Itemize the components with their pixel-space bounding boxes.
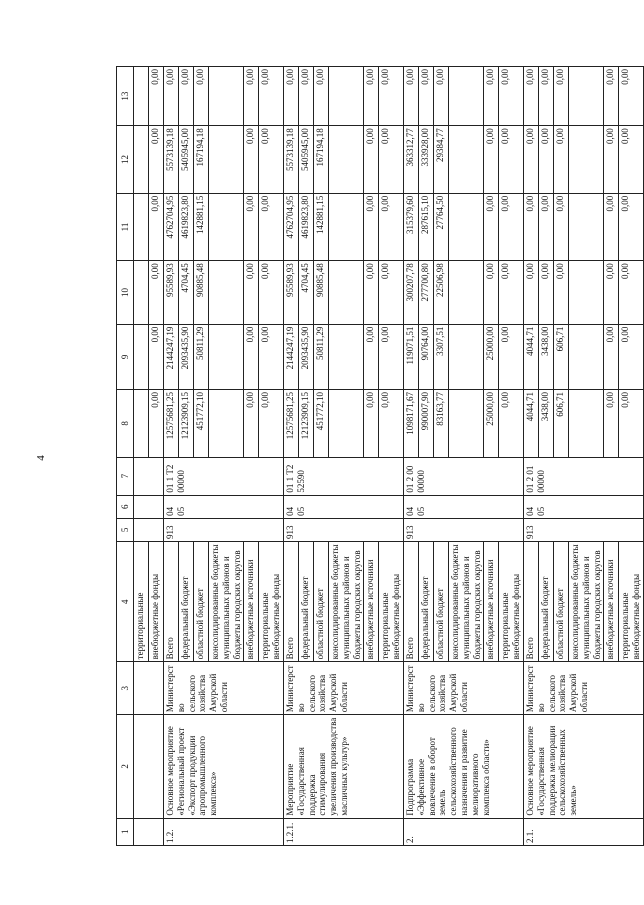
- amount-col-11: 0,00: [619, 193, 644, 261]
- amount-col-12: [328, 126, 363, 194]
- amount-col-13: 0,00: [403, 67, 418, 126]
- amount-col-12: [134, 126, 149, 194]
- budget-code-7: 01 1 Т2 00000: [164, 457, 284, 495]
- funding-source: федеральный бюджет: [179, 542, 194, 662]
- amount-col-10: 4704,45: [298, 261, 313, 324]
- amount-col-8: 12123909,15: [179, 390, 194, 458]
- amount-col-11: 315379,60: [403, 193, 418, 261]
- amount-col-10: 22506,98: [433, 261, 448, 324]
- amount-col-13: 0,00: [604, 67, 619, 126]
- item-number: 2.: [403, 818, 523, 845]
- amount-col-10: [568, 261, 603, 324]
- column-number-1: 1: [117, 818, 134, 845]
- amount-col-10: 95589,93: [283, 261, 298, 324]
- amount-col-12: 0,00: [619, 126, 644, 194]
- amount-col-9: 3307,51: [433, 324, 448, 389]
- amount-col-11: 4619823,80: [298, 193, 313, 261]
- amount-col-10: 0,00: [244, 261, 259, 324]
- amount-col-9: 25000,00: [484, 324, 499, 389]
- amount-col-10: [134, 261, 149, 324]
- amount-col-8: 12575681,25: [164, 390, 179, 458]
- amount-col-12: 0,00: [259, 126, 284, 194]
- item-name: [134, 715, 164, 818]
- table-body: [134, 67, 644, 846]
- amount-col-12: 333928,00: [418, 126, 433, 194]
- funding-source: Всего: [403, 542, 418, 662]
- column-number-row: [117, 67, 134, 846]
- amount-col-12: 29384,77: [433, 126, 448, 194]
- amount-col-12: 5573139,18: [164, 126, 179, 194]
- item-name: Основное мероприятие «Государственная поддержка мелиорации сельскохозяйственных земель»: [523, 715, 643, 818]
- funding-source: федеральный бюджет: [298, 542, 313, 662]
- amount-col-12: 0,00: [538, 126, 553, 194]
- amount-col-12: [209, 126, 244, 194]
- amount-col-10: 0,00: [259, 261, 284, 324]
- amount-col-8: 606,71: [553, 390, 568, 458]
- amount-col-8: [209, 390, 244, 458]
- funding-source: консолидированные бюджеты муниципальных районов и бюджеты городских округов: [328, 542, 363, 662]
- budget-code-6: 04 05: [523, 495, 643, 518]
- funding-source: областной бюджет: [433, 542, 448, 662]
- amount-col-10: 4704,45: [179, 261, 194, 324]
- amount-col-9: 0,00: [604, 324, 619, 389]
- funding-source: федеральный бюджет: [538, 542, 553, 662]
- item-number: 1.2.1.: [283, 818, 403, 845]
- budget-code-5: 913: [164, 518, 284, 541]
- amount-col-9: 0,00: [379, 324, 404, 389]
- amount-col-10: [448, 261, 483, 324]
- amount-col-10: 0,00: [553, 261, 568, 324]
- executor: Министерство сельского хозяйства Амурской области: [523, 662, 643, 715]
- budget-code-5: 913: [523, 518, 643, 541]
- amount-col-12: 0,00: [499, 126, 524, 194]
- amount-col-13: 0,00: [179, 67, 194, 126]
- item-name: Основное мероприятие «Региональный проект «Экспорт продукции агропромышленного комплекса»: [164, 715, 284, 818]
- amount-col-9: 0,00: [619, 324, 644, 389]
- amount-col-12: 5405945,00: [298, 126, 313, 194]
- amount-col-13: 0,00: [244, 67, 259, 126]
- amount-col-9: 0,00: [259, 324, 284, 389]
- executor: Министерство сельского хозяйства Амурской области: [164, 662, 284, 715]
- budget-code-7: 01 1 Т2 52590: [283, 457, 403, 495]
- funding-source: Всего: [164, 542, 179, 662]
- column-number-9: 9: [117, 324, 134, 389]
- amount-col-11: 0,00: [553, 193, 568, 261]
- amount-col-11: 142881,15: [313, 193, 328, 261]
- amount-col-8: 12575681,25: [283, 390, 298, 458]
- amount-col-11: 142881,15: [194, 193, 209, 261]
- amount-col-11: 0,00: [523, 193, 538, 261]
- amount-col-10: 0,00: [538, 261, 553, 324]
- amount-col-12: 0,00: [484, 126, 499, 194]
- amount-col-11: [448, 193, 483, 261]
- funding-source: территориальные внебюджетные фонды: [499, 542, 524, 662]
- amount-col-10: 0,00: [523, 261, 538, 324]
- amount-col-10: 0,00: [619, 261, 644, 324]
- amount-col-11: 0,00: [379, 193, 404, 261]
- budget-code-6: 04 05: [283, 495, 403, 518]
- column-number-13: 13: [117, 67, 134, 126]
- amount-col-9: 90764,00: [418, 324, 433, 389]
- amount-col-8: 0,00: [149, 390, 164, 458]
- funding-source: консолидированные бюджеты муниципальных районов и бюджеты городских округов: [209, 542, 244, 662]
- funding-source: областной бюджет: [194, 542, 209, 662]
- amount-col-12: 0,00: [523, 126, 538, 194]
- amount-col-8: 0,00: [259, 390, 284, 458]
- amount-col-8: [328, 390, 363, 458]
- budget-table: [116, 66, 644, 846]
- amount-col-12: 0,00: [149, 126, 164, 194]
- amount-col-12: 5405945,00: [179, 126, 194, 194]
- amount-col-13: 0,00: [259, 67, 284, 126]
- amount-col-13: 0,00: [283, 67, 298, 126]
- amount-col-8: [134, 390, 149, 458]
- funding-source: Всего: [283, 542, 298, 662]
- amount-col-10: 90885,48: [313, 261, 328, 324]
- amount-col-12: 363312,77: [403, 126, 418, 194]
- amount-col-9: 0,00: [244, 324, 259, 389]
- amount-col-12: 0,00: [604, 126, 619, 194]
- funding-source: внебюджетные источники: [244, 542, 259, 662]
- column-number-6: 6: [117, 495, 134, 518]
- amount-col-11: [568, 193, 603, 261]
- executor: Министерство сельского хозяйства Амурской области: [283, 662, 403, 715]
- amount-col-12: 0,00: [379, 126, 404, 194]
- amount-col-10: 277700,80: [418, 261, 433, 324]
- executor: [134, 662, 164, 715]
- amount-col-8: 990007,90: [418, 390, 433, 458]
- item-name: Мероприятие «Государственная поддержка стимулирования увеличения производства масличных культур»: [283, 715, 403, 818]
- table-row: [134, 67, 149, 846]
- amount-col-13: 0,00: [484, 67, 499, 126]
- item-number: [134, 818, 164, 845]
- budget-code-5: [134, 518, 164, 541]
- amount-col-10: 0,00: [499, 261, 524, 324]
- funding-source: областной бюджет: [553, 542, 568, 662]
- amount-col-13: 0,00: [164, 67, 179, 126]
- amount-col-13: 0,00: [379, 67, 404, 126]
- amount-col-10: 90885,48: [194, 261, 209, 324]
- amount-col-11: 0,00: [604, 193, 619, 261]
- budget-code-5: 913: [283, 518, 403, 541]
- funding-source: внебюджетные фонды: [149, 542, 164, 662]
- amount-col-12: 0,00: [364, 126, 379, 194]
- amount-col-8: 12123909,15: [298, 390, 313, 458]
- table-row: [164, 67, 179, 846]
- amount-col-9: [134, 324, 149, 389]
- amount-col-12: 167194,18: [194, 126, 209, 194]
- page-number: 4: [34, 455, 47, 461]
- amount-col-8: 1098171,67: [403, 390, 418, 458]
- amount-col-9: 50811,29: [194, 324, 209, 389]
- column-number-3: 3: [117, 662, 134, 715]
- column-number-7: 7: [117, 457, 134, 495]
- amount-col-13: 0,00: [418, 67, 433, 126]
- column-number-11: 11: [117, 193, 134, 261]
- amount-col-13: 0,00: [538, 67, 553, 126]
- funding-source: территориальные внебюджетные фонды: [379, 542, 404, 662]
- amount-col-10: [328, 261, 363, 324]
- amount-col-10: [209, 261, 244, 324]
- amount-col-8: 0,00: [499, 390, 524, 458]
- amount-col-13: [448, 67, 483, 126]
- amount-col-11: 4619823,80: [179, 193, 194, 261]
- budget-code-6: 04 05: [403, 495, 523, 518]
- amount-col-12: 167194,18: [313, 126, 328, 194]
- amount-col-10: 0,00: [364, 261, 379, 324]
- table-row: [523, 67, 538, 846]
- amount-col-8: [568, 390, 603, 458]
- column-number-4: 4: [117, 542, 134, 662]
- amount-col-13: 0,00: [499, 67, 524, 126]
- amount-col-10: 300207,78: [403, 261, 418, 324]
- amount-col-9: 0,00: [364, 324, 379, 389]
- amount-col-8: 0,00: [364, 390, 379, 458]
- amount-col-8: 0,00: [379, 390, 404, 458]
- column-number-12: 12: [117, 126, 134, 194]
- amount-col-11: 0,00: [538, 193, 553, 261]
- funding-source: федеральный бюджет: [418, 542, 433, 662]
- amount-col-13: [328, 67, 363, 126]
- amount-col-9: [568, 324, 603, 389]
- amount-col-12: 5573139,18: [283, 126, 298, 194]
- funding-source: территориальные внебюджетные фонды: [619, 542, 644, 662]
- column-number-10: 10: [117, 261, 134, 324]
- budget-code-7: 01 2 00 00000: [403, 457, 523, 495]
- amount-col-12: 0,00: [553, 126, 568, 194]
- amount-col-11: 4762704,95: [164, 193, 179, 261]
- column-number-5: 5: [117, 518, 134, 541]
- amount-col-9: 4044,71: [523, 324, 538, 389]
- column-number-8: 8: [117, 390, 134, 458]
- item-name: Подпрограмма «Эффективное вовлечение в оборот земель сельскохозяйственного назначения и развитие мелиоративного комплекса области»: [403, 715, 523, 818]
- amount-col-9: [448, 324, 483, 389]
- budget-code-6: 04 05: [164, 495, 284, 518]
- amount-col-11: 0,00: [499, 193, 524, 261]
- amount-col-12: 0,00: [244, 126, 259, 194]
- amount-col-10: 0,00: [149, 261, 164, 324]
- amount-col-10: 95589,93: [164, 261, 179, 324]
- amount-col-9: 606,71: [553, 324, 568, 389]
- item-number: 2.1.: [523, 818, 643, 845]
- amount-col-13: 0,00: [619, 67, 644, 126]
- amount-col-13: [209, 67, 244, 126]
- amount-col-9: 2144247,19: [164, 324, 179, 389]
- amount-col-11: 0,00: [149, 193, 164, 261]
- amount-col-9: 3438,00: [538, 324, 553, 389]
- amount-col-9: 2144247,19: [283, 324, 298, 389]
- table-row: [403, 67, 418, 846]
- amount-col-12: [568, 126, 603, 194]
- amount-col-8: 0,00: [604, 390, 619, 458]
- amount-col-8: 451772,10: [194, 390, 209, 458]
- amount-col-12: [448, 126, 483, 194]
- amount-col-13: [134, 67, 149, 126]
- budget-table-sheet: [116, 66, 640, 846]
- funding-source: Всего: [523, 542, 538, 662]
- funding-source: территориальные внебюджетные фонды: [259, 542, 284, 662]
- amount-col-8: 4044,71: [523, 390, 538, 458]
- funding-source: внебюджетные источники: [484, 542, 499, 662]
- amount-col-9: 50811,29: [313, 324, 328, 389]
- amount-col-8: 0,00: [619, 390, 644, 458]
- amount-col-8: [448, 390, 483, 458]
- amount-col-8: 0,00: [244, 390, 259, 458]
- amount-col-11: 4762704,95: [283, 193, 298, 261]
- amount-col-11: [328, 193, 363, 261]
- amount-col-13: 0,00: [194, 67, 209, 126]
- amount-col-11: 0,00: [484, 193, 499, 261]
- funding-source: внебюджетные источники: [604, 542, 619, 662]
- amount-col-11: [209, 193, 244, 261]
- amount-col-10: 0,00: [484, 261, 499, 324]
- amount-col-8: 3438,00: [538, 390, 553, 458]
- amount-col-13: 0,00: [553, 67, 568, 126]
- column-number-2: 2: [117, 715, 134, 818]
- amount-col-8: 451772,10: [313, 390, 328, 458]
- executor: Министерство сельского хозяйства Амурской области: [403, 662, 523, 715]
- amount-col-8: 83163,77: [433, 390, 448, 458]
- amount-col-13: 0,00: [364, 67, 379, 126]
- budget-code-7: 01 2 01 00000: [523, 457, 643, 495]
- amount-col-9: [328, 324, 363, 389]
- amount-col-9: [209, 324, 244, 389]
- item-number: 1.2.: [164, 818, 284, 845]
- funding-source: консолидированные бюджеты муниципальных районов и бюджеты городских округов: [568, 542, 603, 662]
- amount-col-13: 0,00: [149, 67, 164, 126]
- amount-col-10: 0,00: [379, 261, 404, 324]
- amount-col-13: 0,00: [523, 67, 538, 126]
- amount-col-8: 25000,00: [484, 390, 499, 458]
- budget-code-5: 913: [403, 518, 523, 541]
- funding-source: территориальные: [134, 542, 149, 662]
- amount-col-9: 2093435,90: [298, 324, 313, 389]
- budget-code-6: [134, 495, 164, 518]
- amount-col-13: 0,00: [433, 67, 448, 126]
- amount-col-11: 0,00: [364, 193, 379, 261]
- funding-source: областной бюджет: [313, 542, 328, 662]
- amount-col-13: 0,00: [298, 67, 313, 126]
- amount-col-11: 287615,10: [418, 193, 433, 261]
- budget-code-7: [134, 457, 164, 495]
- amount-col-9: 0,00: [499, 324, 524, 389]
- amount-col-9: 0,00: [149, 324, 164, 389]
- amount-col-9: 119071,51: [403, 324, 418, 389]
- amount-col-11: [134, 193, 149, 261]
- funding-source: внебюджетные источники: [364, 542, 379, 662]
- amount-col-13: [568, 67, 603, 126]
- amount-col-11: 0,00: [244, 193, 259, 261]
- table-row: [283, 67, 298, 846]
- amount-col-13: 0,00: [313, 67, 328, 126]
- funding-source: консолидированные бюджеты муниципальных районов и бюджеты городских округов: [448, 542, 483, 662]
- amount-col-10: 0,00: [604, 261, 619, 324]
- amount-col-11: 0,00: [259, 193, 284, 261]
- amount-col-11: 27764,50: [433, 193, 448, 261]
- amount-col-9: 2093435,90: [179, 324, 194, 389]
